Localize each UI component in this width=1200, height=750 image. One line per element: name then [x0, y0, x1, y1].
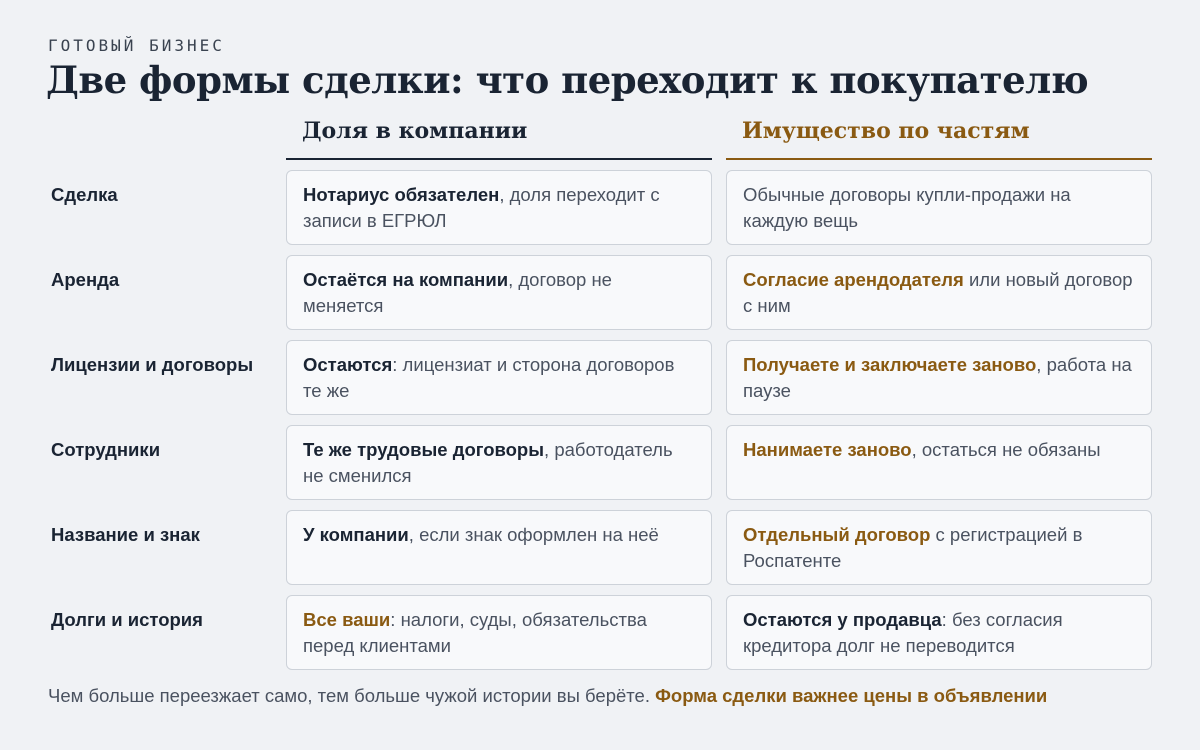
share-cell-text: , договор не меняется: [303, 269, 612, 316]
table-row: [0, 595, 1200, 680]
page-title: Две формы сделки: что переходит к покупателю: [46, 58, 1089, 102]
share-cell-emphasis: Те же трудовые договоры: [303, 439, 545, 460]
assets-cell-emphasis: Нанимаете заново: [743, 439, 912, 460]
share-cell-emphasis: Нотариус обязателен: [303, 184, 500, 205]
table-row: [0, 510, 1200, 595]
share-cell-text: , если знак оформлен на неё: [408, 524, 659, 545]
table-row: [0, 340, 1200, 425]
footer-text: Чем больше переезжает само, тем больше чужой истории вы берёте.: [48, 685, 656, 706]
assets-cell-emphasis: Остаются у продавца: [743, 609, 942, 630]
share-cell-text: : лицензиат и сторона договоров те же: [303, 354, 675, 401]
assets-cell: [726, 255, 1152, 330]
assets-cell-text: , остаться не обязаны: [911, 439, 1101, 460]
share-cell: [286, 255, 712, 330]
share-cell-text: , работодатель не сменился: [303, 439, 673, 486]
table-row: [0, 170, 1200, 255]
kicker: ГОТОВЫЙ БИЗНЕС: [48, 36, 225, 55]
row-label: Название и знак: [51, 524, 200, 545]
assets-cell-text: : без согласия кредитора долг не переводится: [743, 609, 1063, 656]
footer-emphasis: Форма сделки важнее цены в объявлении: [655, 685, 1048, 706]
share-cell: [286, 340, 712, 415]
assets-cell-emphasis: Отдельный договор: [743, 524, 931, 545]
share-cell: [286, 425, 712, 500]
assets-cell-emphasis: Получаете и заключаете заново: [743, 354, 1037, 375]
table-row: [0, 425, 1200, 510]
comparison-table: [0, 170, 1200, 680]
column-header-share: Доля в компании: [286, 118, 712, 160]
row-label: Сделка: [51, 184, 118, 205]
assets-cell-emphasis: Согласие арендодателя: [743, 269, 964, 290]
share-cell-text: : налоги, суды, обязательства перед клиентами: [303, 609, 647, 656]
share-cell-text: , доля переходит с записи в ЕГРЮЛ: [303, 184, 660, 231]
row-label: Сотрудники: [51, 439, 161, 460]
share-cell-emphasis: Остаётся на компании: [303, 269, 509, 290]
share-cell: [286, 170, 712, 245]
table-row: [0, 255, 1200, 340]
footer-note: [48, 682, 1158, 709]
row-label: Лицензии и договоры: [51, 354, 254, 375]
row-label: Долги и история: [51, 609, 203, 630]
assets-cell: [726, 170, 1152, 245]
share-cell: [286, 595, 712, 670]
assets-cell: [726, 510, 1152, 585]
share-cell-emphasis: У компании: [303, 524, 409, 545]
assets-cell-text: Обычные договоры купли-продажи на каждую вещь: [743, 184, 1071, 231]
share-cell: [286, 510, 712, 585]
assets-cell: [726, 425, 1152, 500]
assets-cell: [726, 595, 1152, 670]
assets-cell-text: , работа на паузе: [743, 354, 1132, 401]
assets-cell-text: или новый договор с ним: [743, 269, 1133, 316]
assets-cell-text: с регистрацией в Роспатенте: [743, 524, 1083, 571]
share-cell-emphasis: Все ваши: [303, 609, 391, 630]
share-cell-emphasis: Остаются: [303, 354, 393, 375]
assets-cell: [726, 340, 1152, 415]
column-header-assets: Имущество по частям: [726, 118, 1152, 160]
row-label: Аренда: [51, 269, 120, 290]
